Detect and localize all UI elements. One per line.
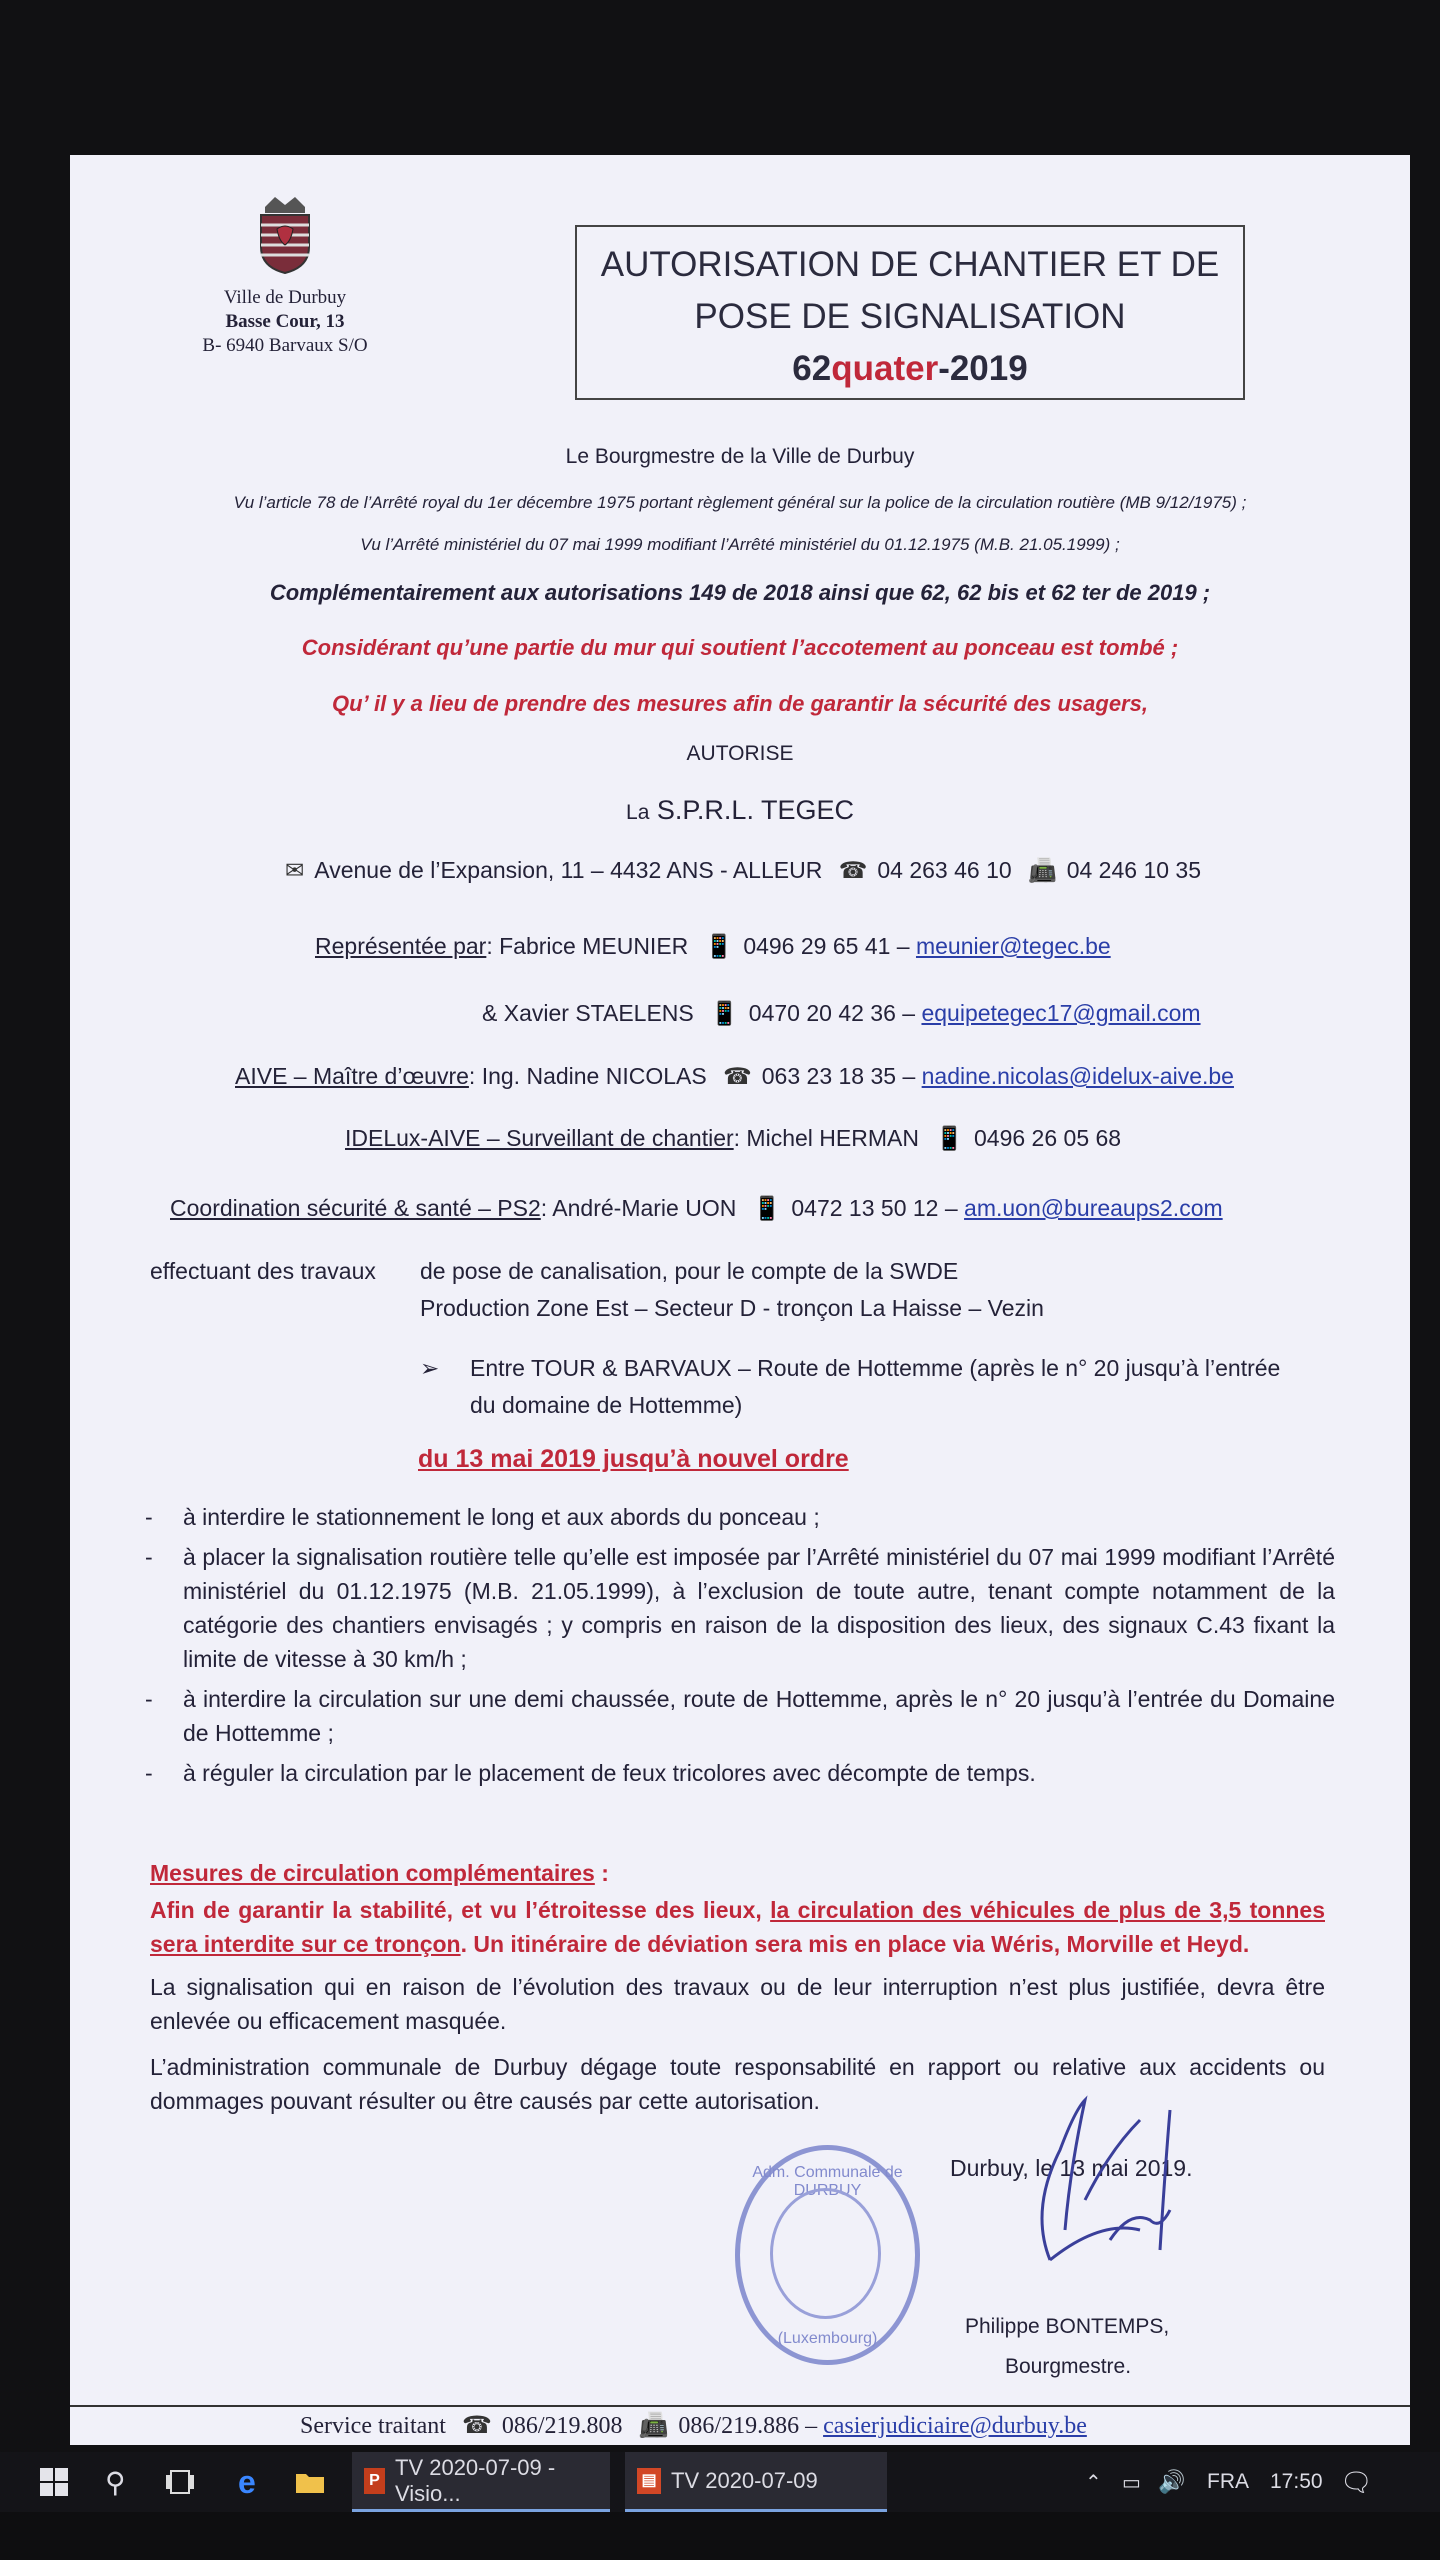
- document-page: [70, 155, 1410, 2445]
- telephone-icon: ☎: [838, 857, 868, 883]
- measure-text: à placer la signalisation routière telle qu’elle est imposée par l’Arrêté ministériel du 07 mai 1999 modifiant l’Arrêté ministériel du 01.12.1975 (M.B. 21.05.1999), à l’exclusion de toute autre, tenant compte notamment de la catégorie des chantiers envisagés ; y compris en raison de la disposition des lieux, des signaux C.43 fixant la limite de vitesse à 30 km/h ;: [183, 1544, 1335, 1672]
- authorization-number: [577, 343, 1243, 395]
- representative-2-phone: 0470 20 42 36 –: [748, 1000, 916, 1026]
- stamp-text-top: Adm. Communale de DURBUY: [752, 2164, 903, 2199]
- task-view-icon: [165, 2469, 195, 2495]
- representative-phone: 0496 29 65 41 –: [743, 933, 910, 959]
- mobile-phone-icon: 📱: [704, 933, 734, 959]
- search-icon: ⚲: [105, 2466, 126, 2498]
- town-name: Ville de Durbuy: [223, 287, 347, 308]
- legal-basis-2: Vu l’Arrêté ministériel du 07 mai 1999 modifiant l’Arrêté ministériel du 01.12.1975 (M.B. 21.05.1999) ;: [360, 535, 1120, 554]
- aive-line: [235, 1063, 1234, 1090]
- document-viewer-icon: ▤: [637, 2468, 661, 2494]
- windows-logo-icon: [40, 2468, 68, 2496]
- place-date: Durbuy, le 13 mai 2019.: [950, 2155, 1193, 2181]
- works-intro: effectuant des travaux: [150, 1258, 376, 1284]
- file-explorer-button[interactable]: [295, 2452, 325, 2512]
- task-label: TV 2020-07-09: [671, 2467, 818, 2493]
- measure-item: [145, 1682, 1335, 1750]
- town-street: Basse Cour, 13: [225, 311, 345, 332]
- taskbar-task-powerpoint[interactable]: [352, 2452, 610, 2512]
- town-postal: B- 6940 Barvaux S/O: [202, 335, 368, 356]
- list-dash: -: [145, 1504, 153, 1530]
- works-location-1: Entre TOUR & BARVAUX – Route de Hottemme (après le n° 20 jusqu’à l’entrée: [470, 1355, 1281, 1381]
- show-hidden-icons-button[interactable]: [1085, 2452, 1102, 2512]
- list-dash: -: [145, 1544, 153, 1570]
- measure-item: [145, 1756, 1335, 1790]
- notification-icon: 🗨: [1340, 2466, 1374, 2497]
- extra-heading-text: Mesures de circulation complémentaires: [150, 1860, 595, 1886]
- handwritten-signature-icon: [990, 2090, 1230, 2280]
- taskbar: [0, 2452, 1440, 2512]
- battery-button[interactable]: [1122, 2452, 1141, 2512]
- mayor-name: Philippe BONTEMPS,: [965, 2315, 1170, 2338]
- document-title-box: [575, 225, 1245, 400]
- telephone-icon: ☎: [461, 2413, 492, 2439]
- coat-of-arms-icon: [255, 195, 315, 275]
- measures-needed-line: Qu’ il y a lieu de prendre des mesures afin de garantir la sécurité des usagers,: [332, 691, 1148, 716]
- mobile-phone-icon: 📱: [752, 1195, 782, 1221]
- battery-icon: ▭: [1122, 2471, 1141, 2494]
- idelux-phone: 0496 26 05 68: [974, 1125, 1122, 1151]
- taskbar-task-viewer[interactable]: [625, 2452, 887, 2512]
- legal-basis-1: Vu l’article 78 de l’Arrêté royal du 1er décembre 1975 portant règlement général sur la police de la circulation routière (MB 9/12/1975) ;: [233, 493, 1247, 512]
- company-name: S.P.R.L. TEGEC: [656, 795, 854, 825]
- clock[interactable]: 17:50: [1270, 2470, 1323, 2493]
- aive-email-link[interactable]: nadine.nicolas@idelux-aive.be: [921, 1063, 1234, 1089]
- extra-p1-detour: . Un itinéraire de déviation sera mis en place via Wéris, Morville et Heyd.: [460, 1931, 1250, 1957]
- folder-icon: [295, 2470, 325, 2494]
- footer-fax: 086/219.886 –: [678, 2413, 818, 2439]
- bullet-arrow-icon: ➢: [420, 1355, 440, 1381]
- representative-label: Représentée par: [315, 933, 487, 959]
- works-description-2: Production Zone Est – Secteur D - tronçon La Haisse – Vezin: [420, 1295, 1044, 1321]
- start-button[interactable]: [40, 2452, 68, 2512]
- extra-p1-prohibition: la circulation des véhicules de plus de 3,5 tonnes sera interdite sur ce tronçon: [150, 1897, 1325, 1957]
- authorizes-heading: [70, 742, 1410, 766]
- language-indicator[interactable]: FRA: [1207, 2470, 1249, 2493]
- list-dash: -: [145, 1686, 153, 1712]
- aive-label: AIVE – Maître d’œuvre: [235, 1063, 469, 1089]
- extra-heading-colon: :: [594, 1860, 609, 1886]
- representative-2-email-link[interactable]: equipetegec17@gmail.com: [921, 1000, 1201, 1026]
- task-label: TV 2020-07-09 - Visio...: [395, 2454, 556, 2506]
- company-address: Avenue de l’Expansion, 11 – 4432 ANS - ALLEUR: [314, 857, 823, 883]
- works-description-1: de pose de canalisation, pour le compte de la SWDE: [420, 1258, 959, 1284]
- representative-email-link[interactable]: meunier@tegec.be: [915, 933, 1111, 959]
- measures-list: [145, 1500, 1335, 1790]
- extra-p1-start: Afin de garantir la stabilité, et vu l’étroitesse des lieux,: [150, 1897, 771, 1923]
- volume-button[interactable]: [1158, 2452, 1185, 2512]
- number-quater: quater: [831, 349, 939, 388]
- company-address-line: [275, 857, 1201, 884]
- idelux-name: : Michel HERMAN: [733, 1125, 919, 1151]
- measure-text: à réguler la circulation par le placement de feux tricolores avec décompte de temps.: [183, 1760, 1036, 1786]
- mayor-line: Le Bourgmestre de la Ville de Durbuy: [565, 445, 915, 468]
- company-phone: 04 263 46 10: [877, 857, 1012, 883]
- extra-measures-paragraph: [150, 1893, 1325, 1961]
- mobile-phone-icon: 📱: [710, 1000, 739, 1026]
- speaker-icon: 🔊: [1158, 2469, 1186, 2494]
- idelux-line: [345, 1125, 1121, 1152]
- works-location-2: du domaine de Hottemme): [470, 1392, 743, 1418]
- representative-line: [315, 933, 1111, 960]
- signage-removal-paragraph: La signalisation qui en raison de l’évolution des travaux ou de leur interruption n’est plus justifiée, devra être enlevée ou efficacement masquée.: [150, 1974, 1325, 2034]
- representative-2-name: & Xavier STAELENS: [482, 1000, 694, 1026]
- considering-line: Considérant qu’une partie du mur qui soutient l’accotement au ponceau est tombé ;: [301, 635, 1179, 660]
- mayor-role: Bourgmestre.: [1005, 2355, 1132, 2378]
- title-line-2: POSE DE SIGNALISATION: [694, 297, 1126, 336]
- extra-measures-heading: [150, 1860, 609, 1887]
- idelux-label: IDELux-AIVE – Surveillant de chantier: [345, 1125, 734, 1151]
- task-view-button[interactable]: [165, 2452, 195, 2512]
- search-button[interactable]: [105, 2452, 126, 2512]
- envelope-icon: ✉: [285, 857, 305, 883]
- footer-label: Service traitant: [300, 2413, 446, 2439]
- coordination-email-link[interactable]: am.uon@bureaups2.com: [964, 1195, 1223, 1221]
- aive-name: : Ing. Nadine NICOLAS: [468, 1063, 707, 1089]
- complementary-line: Complémentairement aux autorisations 149 de 2018 ainsi que 62, 62 bis et 62 ter de 2019 ;: [269, 580, 1211, 605]
- measure-item: [145, 1540, 1335, 1676]
- measure-text: à interdire le stationnement le long et aux abords du ponceau ;: [183, 1504, 820, 1530]
- coordination-line: [170, 1195, 1223, 1222]
- action-center-button[interactable]: [1340, 2452, 1373, 2512]
- edge-button[interactable]: [238, 2452, 256, 2512]
- official-stamp: [735, 2145, 920, 2365]
- fax-icon: 📠: [1028, 857, 1057, 883]
- fax-icon: 📠: [638, 2413, 669, 2439]
- town-logo-block: [165, 195, 405, 358]
- edge-icon: e: [238, 2463, 256, 2500]
- footer-phone: 086/219.808: [501, 2413, 623, 2439]
- list-dash: -: [145, 1760, 153, 1786]
- coordination-phone: 0472 13 50 12 –: [791, 1195, 958, 1221]
- footer-email-link[interactable]: casierjudiciaire@durbuy.be: [823, 2413, 1087, 2439]
- company-fax: 04 246 10 35: [1066, 857, 1201, 883]
- number-suffix: -2019: [938, 349, 1028, 388]
- chevron-up-icon: ⌃: [1085, 2471, 1102, 2494]
- telephone-icon: ☎: [723, 1063, 752, 1089]
- representative-name: : Fabrice MEUNIER: [486, 933, 689, 959]
- company-line: [70, 795, 1410, 826]
- measure-text: à interdire la circulation sur une demi chaussée, route de Hottemme, après le n° 20 jusqu’à l’entrée du Domaine de Hottemme ;: [183, 1686, 1335, 1746]
- coordination-label: Coordination sécurité & santé – PS2: [170, 1195, 541, 1221]
- authorizes-label: AUTORISE: [686, 742, 794, 765]
- coordination-name: : André-Marie UON: [540, 1195, 737, 1221]
- title-line-1: AUTORISATION DE CHANTIER ET DE: [600, 245, 1220, 284]
- footer-divider: [70, 2405, 1410, 2407]
- footer-line: [300, 2411, 1087, 2440]
- liability-paragraph: L’administration communale de Durbuy dégage toute responsabilité en rapport ou relative aux accidents ou dommages pouvant résulter ou être causés par cette autorisation.: [150, 2054, 1325, 2114]
- representative-2-line: [482, 1000, 1201, 1027]
- powerpoint-icon: P: [364, 2468, 385, 2494]
- number-prefix: 62: [792, 349, 832, 388]
- stamp-text-bottom: (Luxembourg): [777, 2330, 878, 2347]
- work-period: du 13 mai 2019 jusqu’à nouvel ordre: [418, 1445, 849, 1473]
- stamp-crest-icon: [770, 2188, 881, 2319]
- aive-phone: 063 23 18 35 –: [761, 1063, 916, 1089]
- mobile-phone-icon: 📱: [935, 1125, 964, 1151]
- company-article: La: [626, 801, 650, 824]
- measure-item: [145, 1500, 1335, 1534]
